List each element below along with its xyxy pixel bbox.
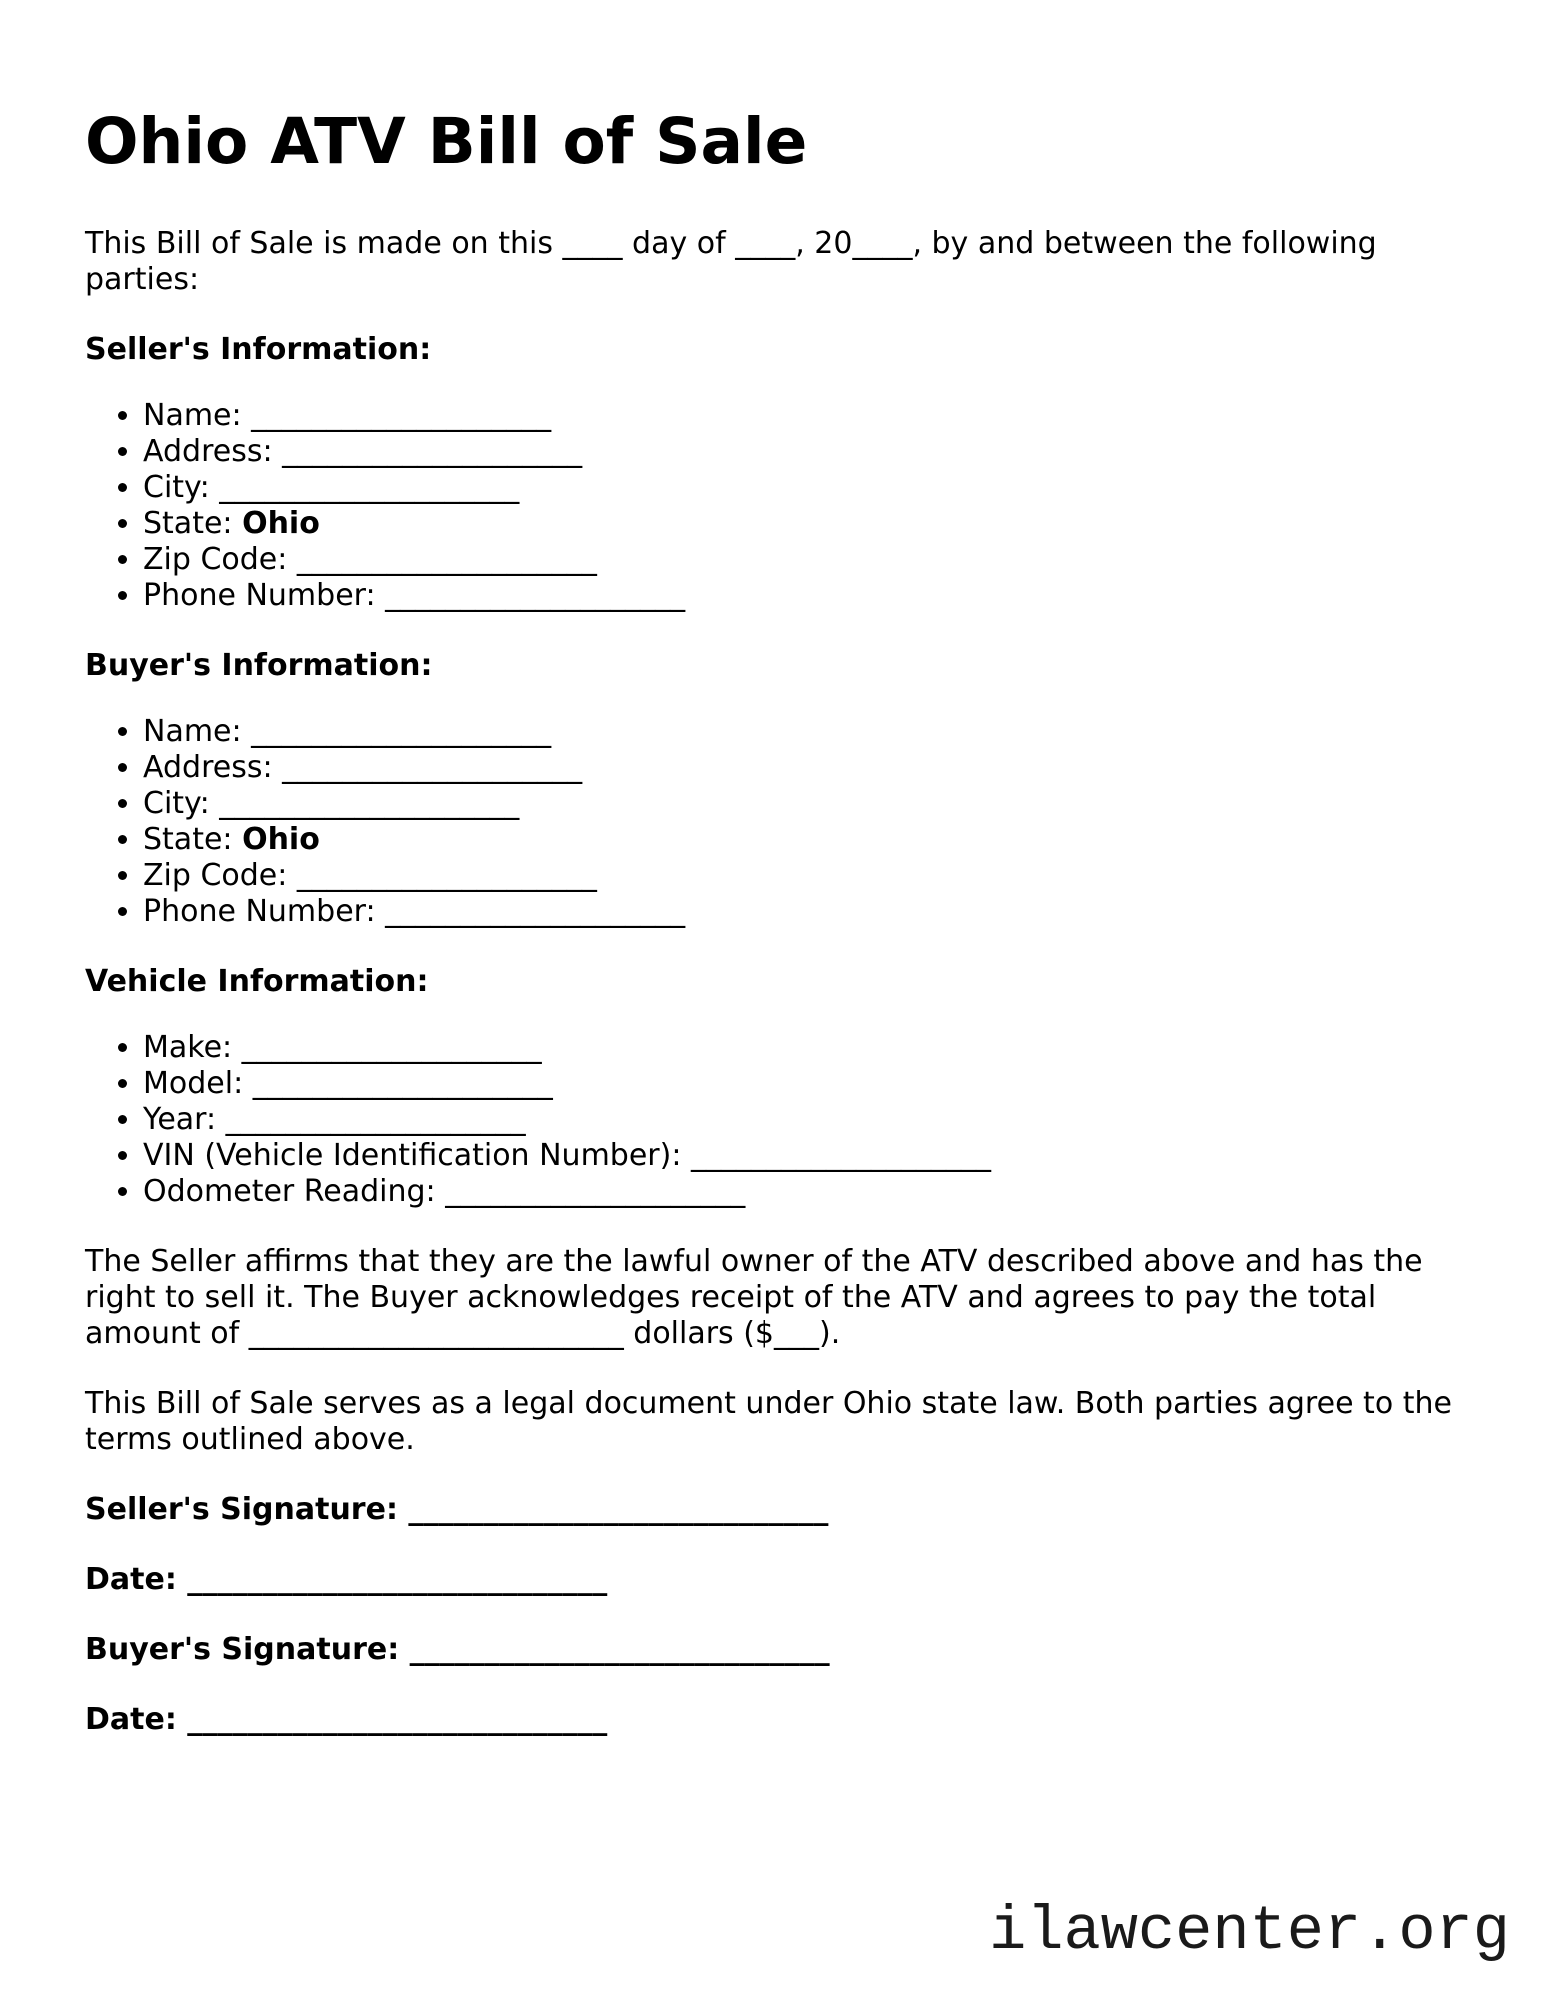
affirmation-paragraph — [85, 1244, 1469, 1352]
field-text: City: ____________________ — [143, 786, 520, 821]
field-text: Zip Code: ____________________ — [143, 542, 597, 577]
field-text: Name: ____________________ — [143, 714, 552, 749]
buyer-address-field — [143, 750, 1469, 786]
field-text: State: — [143, 506, 243, 541]
legal-paragraph — [85, 1386, 1469, 1458]
field-text: Phone Number: ____________________ — [143, 578, 686, 613]
field-text: Zip Code: ____________________ — [143, 858, 597, 893]
buyer-info-heading: Buyer's Information: — [85, 648, 433, 683]
vehicle-info-list — [85, 1030, 1469, 1210]
buyer-phone-field — [143, 894, 1469, 930]
footer-watermark: ilawcenter.org — [989, 1896, 1510, 1967]
page-title: Ohio ATV Bill of Sale — [85, 105, 808, 178]
seller-info-list — [85, 398, 1469, 614]
field-text: Address: ____________________ — [143, 750, 583, 785]
vehicle-vin-field — [143, 1138, 1469, 1174]
field-text: VIN (Vehicle Identification Number): ____________________ — [143, 1138, 991, 1173]
intro-paragraph — [85, 226, 1469, 298]
affirmation-line-1: The Seller affirms that they are the lawful owner of the ATV described above and has the — [85, 1244, 1423, 1279]
state-value: Ohio — [242, 506, 320, 541]
seller-state-field — [143, 506, 1469, 542]
field-text: Name: ____________________ — [143, 398, 552, 433]
buyer-state-field — [143, 822, 1469, 858]
buyer-zip-field — [143, 858, 1469, 894]
seller-phone-field — [143, 578, 1469, 614]
seller-zip-field — [143, 542, 1469, 578]
field-text: State: — [143, 822, 243, 857]
vehicle-odometer-field — [143, 1174, 1469, 1210]
seller-date-line: Date: ____________________________ — [85, 1562, 608, 1597]
affirmation-line-2: right to sell it. The Buyer acknowledges receipt of the ATV and agrees to pay the total — [85, 1280, 1377, 1315]
affirmation-line-3: amount of _________________________ dollars ($___). — [85, 1316, 841, 1351]
field-text: City: ____________________ — [143, 470, 520, 505]
intro-line-1: This Bill of Sale is made on this ____ day of ____, 20____, by and between the following — [85, 226, 1377, 261]
vehicle-model-field — [143, 1066, 1469, 1102]
field-text: Odometer Reading: ____________________ — [143, 1174, 746, 1209]
legal-line-1: This Bill of Sale serves as a legal document under Ohio state law. Both parties agree to the — [85, 1386, 1452, 1421]
intro-line-2: parties: — [85, 262, 200, 297]
buyer-date-line: Date: ____________________________ — [85, 1702, 608, 1737]
state-value: Ohio — [242, 822, 320, 857]
field-text: Address: ____________________ — [143, 434, 583, 469]
vehicle-info-heading: Vehicle Information: — [85, 964, 429, 999]
vehicle-year-field — [143, 1102, 1469, 1138]
buyer-signature-line: Buyer's Signature: ____________________________ — [85, 1632, 830, 1667]
field-text: Year: ____________________ — [143, 1102, 526, 1137]
seller-name-field — [143, 398, 1469, 434]
vehicle-make-field — [143, 1030, 1469, 1066]
seller-city-field — [143, 470, 1469, 506]
seller-info-heading: Seller's Information: — [85, 332, 432, 367]
field-text: Model: ____________________ — [143, 1066, 553, 1101]
buyer-name-field — [143, 714, 1469, 750]
field-text: Phone Number: ____________________ — [143, 894, 686, 929]
seller-address-field — [143, 434, 1469, 470]
field-text: Make: ____________________ — [143, 1030, 542, 1065]
buyer-city-field — [143, 786, 1469, 822]
seller-signature-line: Seller's Signature: ____________________________ — [85, 1492, 829, 1527]
buyer-info-list — [85, 714, 1469, 930]
legal-line-2: terms outlined above. — [85, 1422, 415, 1457]
